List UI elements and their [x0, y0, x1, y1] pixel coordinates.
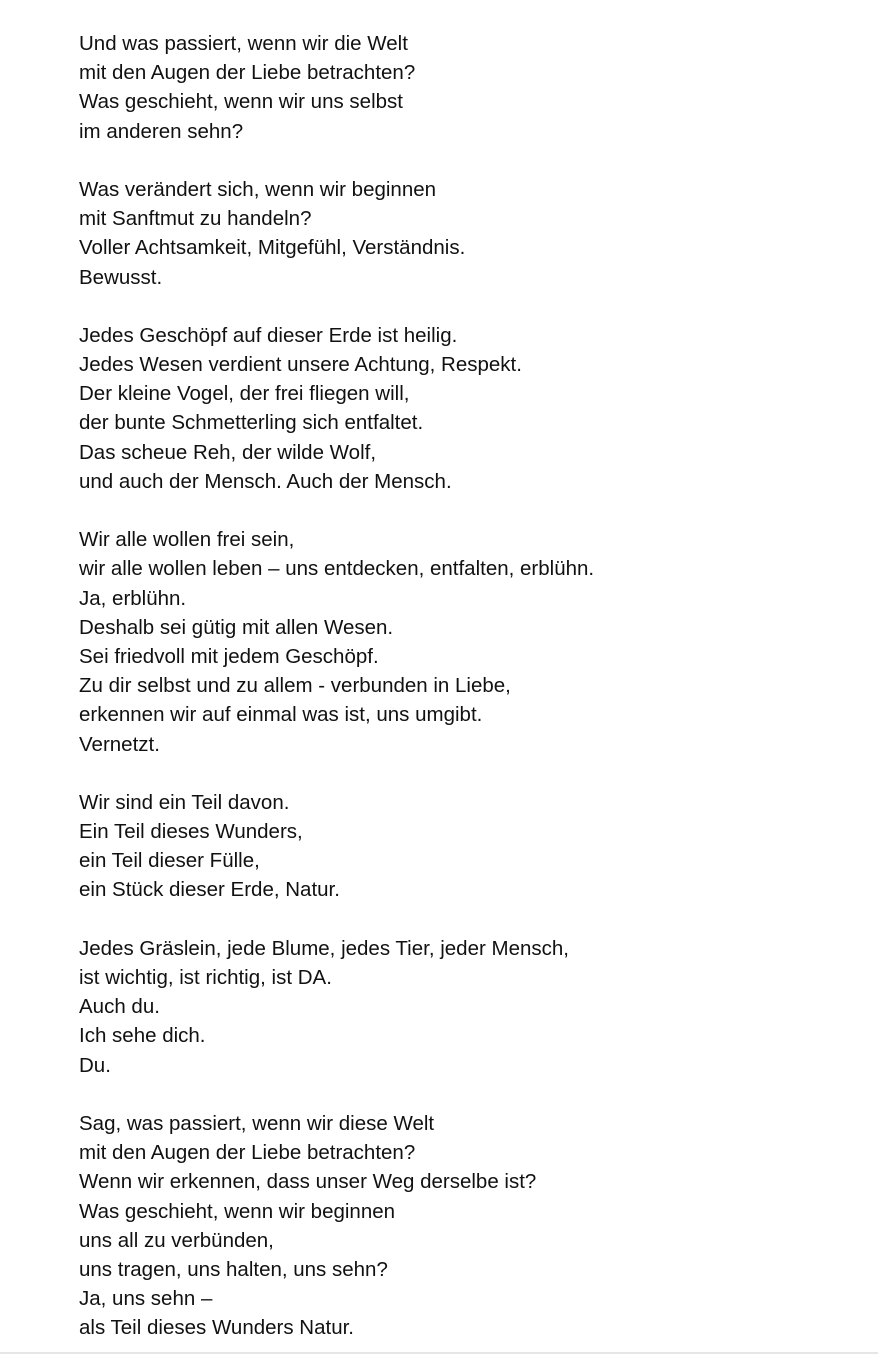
poem-line: ein Stück dieser Erde, Natur.	[79, 878, 340, 902]
poem-line: Jedes Gräslein, jede Blume, jedes Tier, jeder Mensch,	[79, 936, 569, 960]
poem-line: Wenn wir erkennen, dass unser Weg derselbe ist?	[79, 1170, 537, 1194]
poem-body	[79, 29, 839, 1372]
poem-line: wir alle wollen leben – uns entdecken, entfalten, erblühn.	[79, 557, 595, 581]
poem-line: Jedes Wesen verdient unsere Achtung, Respekt.	[79, 353, 522, 377]
poem-line: Und was passiert, wenn wir die Welt	[79, 32, 408, 55]
poem-line: Was verändert sich, wenn wir beginnen	[79, 177, 437, 201]
stanza	[79, 1109, 839, 1343]
poem-line: mit den Augen der Liebe betrachten?	[79, 61, 416, 85]
poem-line: erkennen wir auf einmal was ist, uns umgibt.	[79, 703, 483, 727]
poem-line: ist wichtig, ist richtig, ist DA.	[79, 966, 332, 989]
poem-line: Deshalb sei gütig mit allen Wesen.	[79, 615, 394, 639]
poem-line: im anderen sehn?	[79, 119, 244, 143]
poem-line: Was geschieht, wenn wir beginnen	[79, 1199, 396, 1223]
poem-line: Zu dir selbst und zu allem - verbunden in Liebe,	[79, 674, 511, 698]
poem-line: Bewusst.	[79, 265, 163, 289]
stanza	[79, 321, 839, 496]
poem-line: mit Sanftmut zu handeln?	[79, 207, 312, 231]
stanza	[79, 788, 839, 905]
poem-line: Auch du.	[79, 995, 160, 1019]
poem-line: Jedes Geschöpf auf dieser Erde ist heilig.	[79, 323, 458, 347]
poem-line: uns all zu verbünden,	[79, 1228, 274, 1252]
poem-line: und auch der Mensch. Auch der Mensch.	[79, 469, 452, 493]
poem-line: ein Teil dieser Fülle,	[79, 849, 260, 873]
poem-line: Ich sehe dich.	[79, 1024, 206, 1048]
poem-line: Wir alle wollen frei sein,	[79, 528, 295, 552]
poem-line: der bunte Schmetterling sich entfaltet.	[79, 411, 424, 435]
poem-line: Das scheue Reh, der wilde Wolf,	[79, 440, 377, 464]
poem-line: Ja, uns sehn –	[79, 1287, 213, 1311]
poem-line: Was geschieht, wenn wir uns selbst	[79, 90, 403, 114]
stanza	[79, 934, 839, 1080]
poem-line: Voller Achtsamkeit, Mitgefühl, Verständnis.	[79, 236, 466, 260]
poem-line: Der kleine Vogel, der frei fliegen will,	[79, 382, 410, 406]
poem-line: Sei friedvoll mit jedem Geschöpf.	[79, 644, 379, 668]
stanza	[79, 175, 839, 292]
poem-line: Vernetzt.	[79, 732, 160, 756]
poem-line: Sag, was passiert, wenn wir diese Welt	[79, 1111, 435, 1135]
stanza	[79, 525, 839, 759]
poem-line: Ja, erblühn.	[79, 586, 187, 610]
poem-line: als Teil dieses Wunders Natur.	[79, 1316, 354, 1340]
poem-line: Du.	[79, 1053, 111, 1077]
poem-line: uns tragen, uns halten, uns sehn?	[79, 1257, 388, 1281]
poem-line: mit den Augen der Liebe betrachten?	[79, 1141, 416, 1165]
stanza	[79, 29, 839, 146]
poem-line: Ein Teil dieses Wunders,	[79, 820, 303, 844]
poem-line: Wir sind ein Teil davon.	[79, 790, 290, 814]
